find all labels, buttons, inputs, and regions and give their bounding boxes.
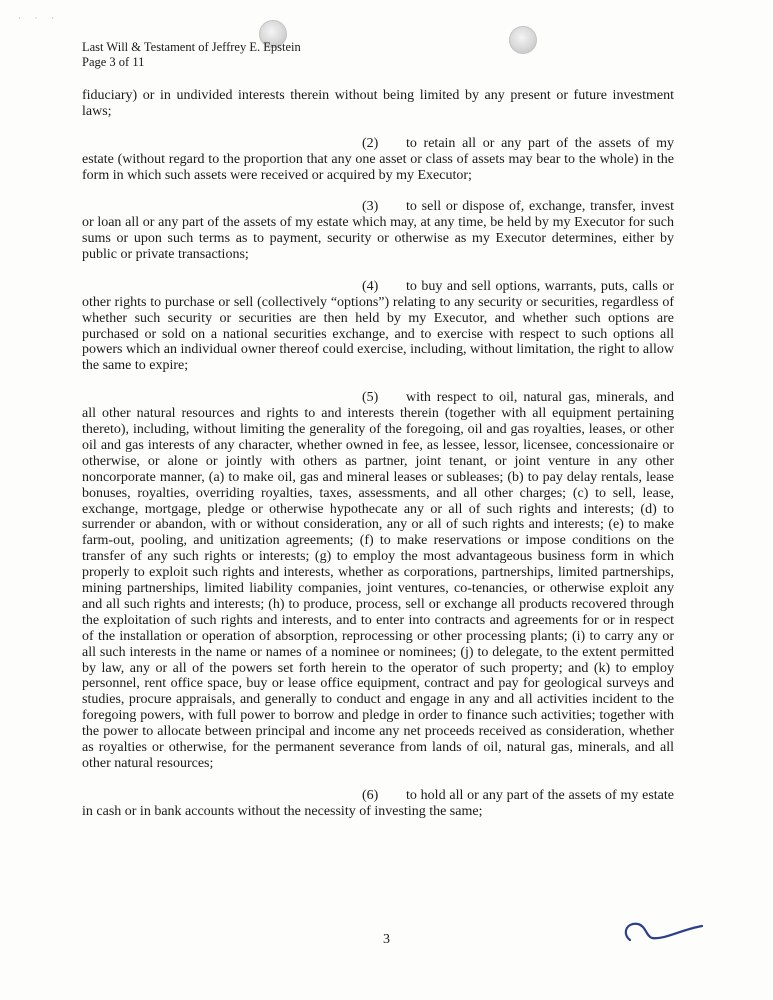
paragraph-number: (4) (362, 278, 379, 294)
paragraph-number: (3) (362, 199, 379, 215)
paragraph-number: (6) (362, 787, 379, 803)
document-body (82, 88, 674, 836)
paragraph-number: (5) (362, 390, 379, 406)
paragraph-continuation (82, 88, 674, 120)
document-header (82, 40, 301, 70)
paragraph-text: to buy and sell options, warrants, puts, calls or other rights to purchase or sell (collectively “options”) relating to any security or securities, regardless of whether such security or securities are then held by my Executor, and whether such options are purchased or sold on a national securities exchange, and to exercise with respect to such options all powers which an individual owner thereof could exercise, including, without limitation, the right to allow the same to expire; (82, 278, 674, 374)
header-page-indicator: Page 3 of 11 (82, 55, 145, 69)
paragraph-text: to hold all or any part of the assets of my estate in cash or in bank accounts without the necessity of investing the same; (82, 787, 674, 819)
header-title: Last Will & Testament of Jeffrey E. Epstein (82, 40, 301, 54)
paragraph-text: fiduciary) or in undivided interests therein without being limited by any present or future investment laws; (82, 88, 674, 119)
punch-hole (509, 26, 537, 54)
scan-specks: · · · (18, 14, 60, 23)
paragraph-item-5 (82, 390, 674, 772)
paragraph-text: to sell or dispose of, exchange, transfer, invest or loan all or any part of the assets of my estate which may, at any time, be held by my Executor for such sums or upon such terms as to payment, security or otherwise as my Executor determines, either by public or private transactions; (82, 199, 674, 263)
paragraph-text: with respect to oil, natural gas, minerals, and all other natural resources and rights to and interests therein (together with all equipment pertaining thereto), including, without limiting the generality of the foregoing, oil and gas royalties, leases, or other oil and gas interests of any character, whether owned in fee, as lessee, lessor, licensee, concessionaire or otherwise, or alone or jointly with others as partner, joint tenant, or joint venture in any other noncorporate manner, (a) to make oil, gas and mineral leases or subleases; (b) to pay delay rentals, lease bonuses, royalties, overriding royalties, taxes, assessments, and all other charges; (c) to sell, lease, exchange, mortgage, pledge or otherwise hypothecate any or all of such rights and interests; (d) to surrender or abandon, with or without consideration, any or all of such rights and interests; (e) to make farm-out, pooling, and unitization agreements; (f) to make reservations or impose conditions on the transfer of any such rights or interests; (g) to employ the most advantageous business form in which properly to exploit such rights and interests, whether as corporations, partnerships, limited partnerships, mining partnerships, limited liability companies, joint ventures, co-tenancies, or otherwise exploit any and all such rights and interests; (h) to produce, process, sell or exchange all products recovered through the exploitation of such rights and interests, and to enter into contracts and agreements for or in respect of the installation or operation of absorption, reprocessing or other processing plants; (i) to carry any or all such interests in the name or names of a nominee or nominees; (j) to delegate, to the extent permitted by law, any or all of the powers set forth herein to the operator of such property; and (k) to employ personnel, rent office space, buy or lease office equipment, contract and pay for geological surveys and studies, procure appraisals, and generally to conduct and engage in any and all activities incident to the foregoing powers, with full power to borrow and pledge in order to finance such activities; together with the power to allocate between principal and income any net proceeds received as consideration, whether as royalties or otherwise, for the permanent severance from lands of oil, natural gas, minerals, and all other natural resources; (82, 390, 674, 771)
page-number: 3 (383, 932, 390, 947)
paragraph-item-3 (82, 199, 674, 263)
paragraph-text: to retain all or any part of the assets of my estate (without regard to the proportion that any one asset or class of assets may bear to the whole) in the form in which such assets were received or acquired by my Executor; (82, 135, 674, 183)
paragraph-number: (2) (362, 135, 379, 151)
paragraph-item-4 (82, 279, 674, 374)
initials-stroke (626, 924, 702, 940)
paragraph-item-6 (82, 788, 674, 820)
handwritten-initials (616, 910, 706, 950)
paragraph-item-2 (82, 136, 674, 184)
